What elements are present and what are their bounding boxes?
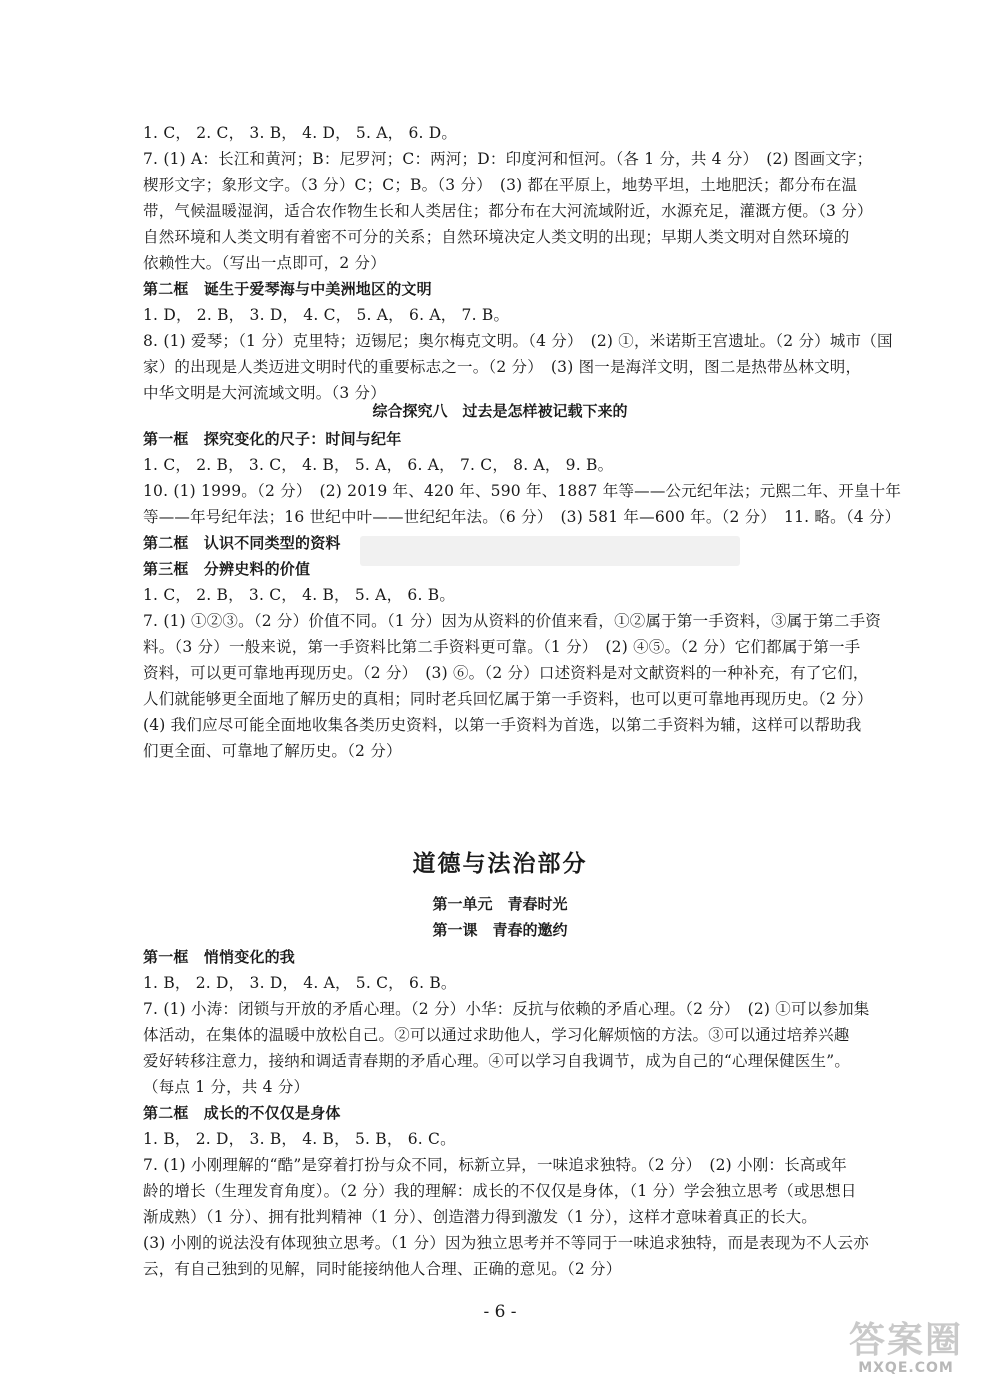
answer-line: 渐成熟）（1 分）、拥有批判精神（1 分）、创造潜力得到激发（1 分），这样才意味着真正的长大。: [143, 1208, 817, 1226]
answer-line: 体活动，在集体的温暖中放松自己。②可以通过求助他人，学习化解烦恼的方法。③可以通过培养兴趣: [143, 1026, 850, 1044]
answer-line: 7. (1) A：长江和黄河；B：尼罗河；C：两河；D：印度河和恒河。（各 1 分，共 4 分） (2) 图画文字；: [143, 150, 873, 168]
answer-line: 10. (1) 1999。（2 分） (2) 2019 年、420 年、590 年、1887 年等——公元纪年法；元熙二年、开皇十年: [143, 482, 902, 500]
answer-line: 8. (1) 爱琴；（1 分）克里特；迈锡尼；奥尔梅克文明。（4 分） (2) ①，米诺斯王宫遗址。（2 分）城市（国: [143, 332, 893, 350]
moral-answers: [143, 944, 903, 1282]
section-heading: 第二框 诞生于爱琴海与中美洲地区的文明: [143, 280, 432, 298]
answer-line: 7. (1) ①②③。（2 分）价值不同。（1 分）因为从资料的价值来看，①②属于第一手资料，③属于第二手资: [143, 612, 881, 630]
answer-line: 1. B， 2. D， 3. D， 4. A， 5. C， 6. B。: [143, 974, 457, 992]
part-title: 道德与法治部分: [412, 851, 588, 877]
watermark-url: MXQE.COM: [858, 1360, 954, 1376]
section-heading: 第三框 分辨史料的价值: [143, 560, 311, 578]
answer-line: 楔形文字；象形文字。（3 分）C；C；B。（3 分） (3) 都在平原上，地势平坦，土地肥沃；都分布在温: [143, 176, 858, 194]
section-heading: 第二框 认识不同类型的资料: [143, 534, 341, 552]
answer-line: 人们就能够更全面地了解历史的真相；同时老兵回忆属于第一手资料，也可以更可靠地再现历史。（2 分）: [143, 690, 873, 708]
answer-line: 料。（3 分）一般来说，第一手资料比第二手资料更可靠。（1 分） (2) ④⑤。（2 分）它们都属于第一手: [143, 638, 861, 656]
watermark-logo: [826, 1314, 986, 1376]
answer-line: 家）的出现是人类迈进文明时代的重要标志之一。（2 分） (3) 图一是海洋文明，图二是热带丛林文明，: [143, 358, 862, 376]
history-answers-1: [143, 120, 903, 406]
answer-line: 们更全面、可靠地了解历史。（2 分）: [143, 742, 402, 760]
watermark-text: 答案圈: [848, 1320, 963, 1361]
section-heading: 第一框 探究变化的尺子：时间与纪年: [143, 430, 402, 448]
answer-line: (4) 我们应尽可能全面地收集各类历史资料，以第一手资料为首选，以第二手资料为辅，这样可以帮助我: [143, 716, 862, 734]
answer-line: 1. C， 2. B， 3. C， 4. B， 5. A， 6. B。: [143, 586, 456, 604]
answer-line: 7. (1) 小涛：闭锁与开放的矛盾心理。（2 分）小华：反抗与依赖的矛盾心理。（2 分） (2) ①可以参加集: [143, 1000, 870, 1018]
scan-smudge: [360, 536, 740, 566]
section-heading: 第二框 成长的不仅仅是身体: [143, 1104, 341, 1122]
answer-line: 云，有自己独到的见解，同时能接纳他人合理、正确的意见。（2 分）: [143, 1260, 622, 1278]
answer-line: 带，气候温暖湿润，适合农作物生长和人类居住；都分布在大河流域附近，水源充足，灌溉方便。（3 分）: [143, 202, 873, 220]
answer-line: 自然环境和人类文明有着密不可分的关系；自然环境决定人类文明的出现；早期人类文明对自然环境的: [143, 228, 850, 246]
unit-title: 第一单元 青春时光: [432, 895, 568, 913]
answer-line: 龄的增长（生理发育角度）。（2 分）我的理解：成长的不仅仅是身体，（1 分）学会独立思考（或思想日: [143, 1182, 857, 1200]
answer-line: 爱好转移注意力，接纳和调适青春期的矛盾心理。④可以学习自我调节，成为自己的“心理保健医生”。: [143, 1052, 851, 1070]
answer-line: 中华文明是大河流域文明。（3 分）: [143, 384, 386, 402]
answer-line: 1. B， 2. D， 3. B， 4. B， 5. B， 6. C。: [143, 1130, 456, 1148]
history-answers-2: [143, 426, 903, 764]
answer-line: 1. C， 2. B， 3. C， 4. B， 5. A， 6. A， 7. C， 8. A， 9. B。: [143, 456, 614, 474]
lesson-title: 第一课 青春的邀约: [432, 921, 568, 939]
answer-line: (3) 小刚的说法没有体现独立思考。（1 分）因为独立思考并不等同于一味追求独特，而是表现为不人云亦: [143, 1234, 869, 1252]
section-heading: 第一框 悄悄变化的我: [143, 948, 296, 966]
answer-line: 等——年号纪年法；16 世纪中叶——世纪纪年法。（6 分） (3) 581 年—600 年。（2 分） 11. 略。（4 分）: [143, 508, 901, 526]
answer-line: 资料，可以更可靠地再现历史。（2 分） (3) ⑥。（2 分）口述资料是对文献资料的一种补充，有了它们，: [143, 664, 869, 682]
inquiry-title: 综合探究八 过去是怎样被记载下来的: [372, 402, 628, 420]
answer-line: 依赖性大。（写出一点即可，2 分）: [143, 254, 386, 272]
page-number: - 6 -: [483, 1302, 517, 1322]
answer-line: 1. D， 2. B， 3. D， 4. C， 5. A， 6. A， 7. B。: [143, 306, 510, 324]
answer-line: 7. (1) 小刚理解的“酷”是穿着打扮与众不同，标新立异，一味追求独特。（2 分） (2) 小刚：长高或年: [143, 1156, 847, 1174]
answer-line: （每点 1 分，共 4 分）: [143, 1078, 310, 1096]
answer-line: 1. C， 2. C， 3. B， 4. D， 5. A， 6. D。: [143, 124, 458, 142]
